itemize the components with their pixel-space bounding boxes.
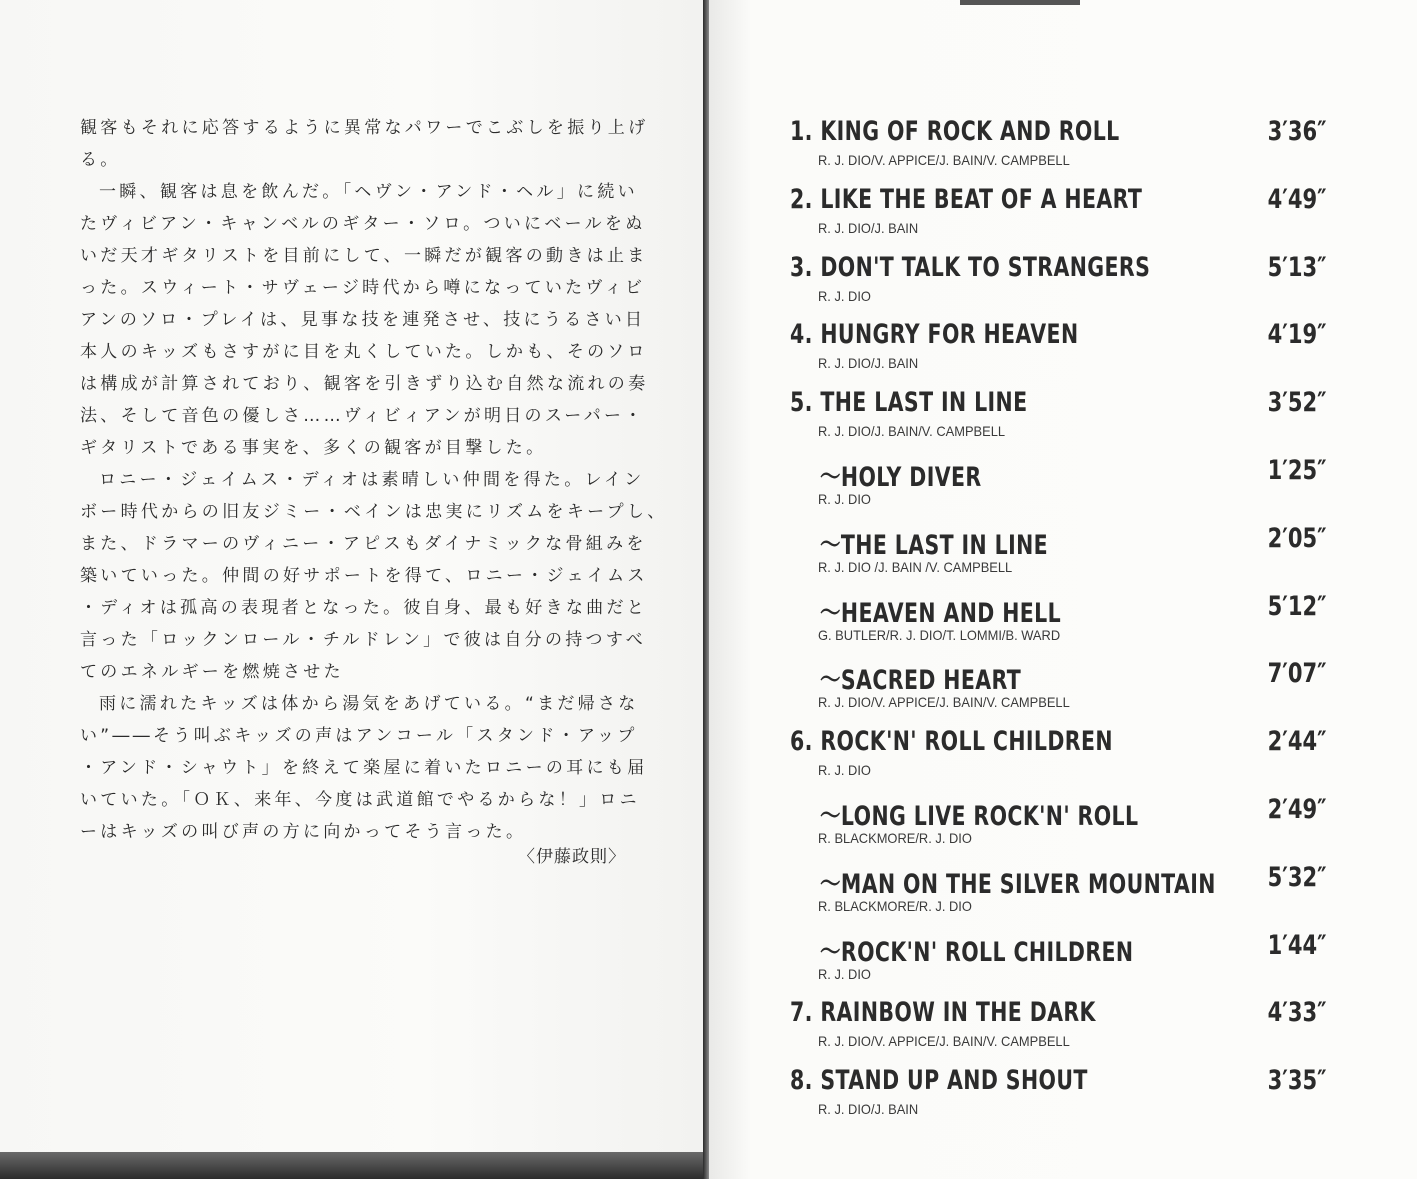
track-title: 5. THE LAST IN LINE — [790, 387, 1028, 419]
track-duration: 7′07″ — [1268, 658, 1327, 690]
medley-track-row — [790, 654, 1335, 722]
track-title: ～HEAVEN AND HELL — [820, 597, 1062, 629]
text-line: ボー時代からの旧友ジミー・ベインは忠実にリズムをキープし、 — [80, 502, 668, 522]
track-title: 4. HUNGRY FOR HEAVEN — [790, 319, 1079, 351]
text-line: また、ドラマーのヴィニー・アピスもダイナミックな骨組みを — [80, 534, 647, 554]
text-line: った。スウィート・サヴェージ時代から噂になっていたヴィビ — [80, 278, 646, 298]
track-duration: 4′19″ — [1268, 319, 1327, 351]
track-title: 1. KING OF ROCK AND ROLL — [790, 116, 1120, 147]
text-line: 言った「ロックンロール・チルドレン」で彼は自分の持つすべ — [80, 630, 647, 650]
track-row — [790, 993, 1335, 1061]
track-duration: 4′49″ — [1268, 183, 1327, 215]
track-title: 7. RAINBOW IN THE DARK — [790, 997, 1096, 1029]
track-row — [790, 112, 1335, 180]
track-credits: R. J. DIO — [818, 762, 871, 779]
medley-track-row — [790, 926, 1335, 994]
text-line: いだ天才ギタリストを目前にして、一瞬だが観客の動きは止ま — [80, 246, 648, 266]
text-line: 雨に濡れたキッズは体から湯気をあげている。“まだ帰さな — [99, 694, 639, 714]
track-duration: 1′44″ — [1268, 929, 1327, 961]
track-title: ～THE LAST IN LINE — [820, 529, 1049, 561]
track-duration: 3′36″ — [1268, 116, 1327, 147]
medley-track-row — [790, 519, 1335, 587]
track-title: 6. ROCK'N' ROLL CHILDREN — [790, 726, 1113, 758]
text-line: アンのソロ・プレイは、見事な技を連発させ、技にうるさい日 — [80, 310, 646, 330]
track-credits: R. J. DIO — [818, 965, 871, 982]
track-duration: 5′12″ — [1268, 590, 1327, 622]
tracklist — [790, 112, 1335, 1129]
track-duration: 2′44″ — [1268, 726, 1327, 758]
track-credits: R. J. DIO/V. APPICE/J. BAIN/V. CAMPBELL — [818, 694, 1070, 711]
author-credit: 〈伊藤政則〉 — [518, 847, 626, 867]
track-duration: 1′25″ — [1268, 454, 1327, 486]
track-duration: 5′32″ — [1268, 861, 1327, 893]
track-credits: R. J. DIO/V. APPICE/J. BAIN/V. CAMPBELL — [818, 152, 1070, 168]
track-credits: G. BUTLER/R. J. DIO/T. LOMMI/B. WARD — [818, 626, 1061, 643]
track-title: 3. DON'T TALK TO STRANGERS — [790, 251, 1151, 283]
text-line: 一瞬、観客は息を飲んだ。「ヘヴン・アンド・ヘル」に続い — [99, 182, 638, 202]
track-title: ～MAN ON THE SILVER MOUNTAIN — [820, 868, 1216, 900]
page-bottom-edge — [0, 1152, 703, 1179]
text-line: てのエネルギーを燃焼させた — [80, 662, 344, 682]
medley-track-row — [790, 587, 1335, 655]
track-title: 8. STAND UP AND SHOUT — [790, 1065, 1088, 1097]
track-credits: R. J. DIO /J. BAIN /V. CAMPBELL — [818, 558, 1013, 575]
text-line: い”――そう叫ぶキッズの声はアンコール「スタンド・アップ — [80, 726, 638, 746]
track-duration: 2′49″ — [1268, 793, 1327, 825]
track-duration: 4′33″ — [1268, 997, 1327, 1029]
text-line: 本人のキッズもさすがに目を丸くしていた。しかも、そのソロ — [80, 342, 648, 362]
text-line: いていた。「ＯＫ、来年、今度は武道館でやるからな！」ロニ — [80, 790, 640, 810]
track-title: 2. LIKE THE BEAT OF A HEART — [790, 183, 1143, 215]
text-line: ・アンド・シャウト」を終えて楽屋に着いたロニーの耳にも届 — [80, 758, 648, 778]
track-credits: R. J. DIO/J. BAIN — [818, 219, 919, 236]
track-credits: R. J. DIO/J. BAIN/V. CAMPBELL — [818, 423, 1006, 440]
track-credits: R. J. DIO/J. BAIN — [818, 355, 919, 372]
medley-track-row — [790, 858, 1335, 926]
text-line: 法、そして音色の優しさ……ヴィビィアンが明日のスーパー・ — [80, 406, 645, 426]
text-line: る。 — [80, 150, 121, 170]
track-credits: R. BLACKMORE/R. J. DIO — [818, 897, 972, 914]
liner-notes-text — [80, 112, 668, 848]
track-row — [790, 383, 1335, 451]
track-credits: R. BLACKMORE/R. J. DIO — [818, 829, 972, 846]
track-row — [790, 722, 1335, 790]
left-page — [0, 0, 703, 1152]
scan-edge-shadow — [960, 0, 1080, 5]
track-row — [790, 180, 1335, 248]
medley-track-row — [790, 790, 1335, 858]
text-line: たヴィビアン・キャンベルのギター・ソロ。ついにベールをぬ — [80, 214, 646, 234]
track-duration: 3′35″ — [1268, 1065, 1327, 1097]
text-line: ロニー・ジェイムス・ディオは素晴しい仲間を得た。レイン — [99, 470, 645, 490]
text-line: ・ディオは孤高の表現者となった。彼自身、最も好きな曲だと — [80, 598, 648, 618]
track-credits: R. J. DIO — [818, 287, 871, 304]
track-duration: 3′52″ — [1268, 387, 1327, 419]
track-credits: R. J. DIO/J. BAIN — [818, 1101, 919, 1118]
track-title: ～LONG LIVE ROCK'N' ROLL — [820, 800, 1139, 832]
text-line: は構成が計算されており、観客を引きずり込む自然な流れの奏 — [80, 374, 649, 394]
track-duration: 5′13″ — [1268, 251, 1327, 283]
track-title: ～SACRED HEART — [820, 665, 1022, 697]
text-line: 築いていった。仲間の好サポートを得て、ロニー・ジェイムス — [80, 566, 648, 586]
text-line: 観客もそれに応答するように異常なパワーでこぶしを振り上げ — [80, 118, 649, 138]
track-title: ～ROCK'N' ROLL CHILDREN — [820, 936, 1134, 968]
text-line: ギタリストである事実を、多くの観客が目撃した。 — [80, 438, 547, 458]
track-credits: R. J. DIO — [818, 490, 871, 507]
track-duration: 2′05″ — [1268, 522, 1327, 554]
medley-track-row — [790, 451, 1335, 519]
track-row — [790, 248, 1335, 316]
track-row — [790, 1061, 1335, 1129]
track-title: ～HOLY DIVER — [820, 461, 982, 493]
track-row — [790, 315, 1335, 383]
text-line: ーはキッズの叫び声の方に向かってそう言った。 — [80, 822, 527, 842]
track-credits: R. J. DIO/V. APPICE/J. BAIN/V. CAMPBELL — [818, 1033, 1070, 1050]
